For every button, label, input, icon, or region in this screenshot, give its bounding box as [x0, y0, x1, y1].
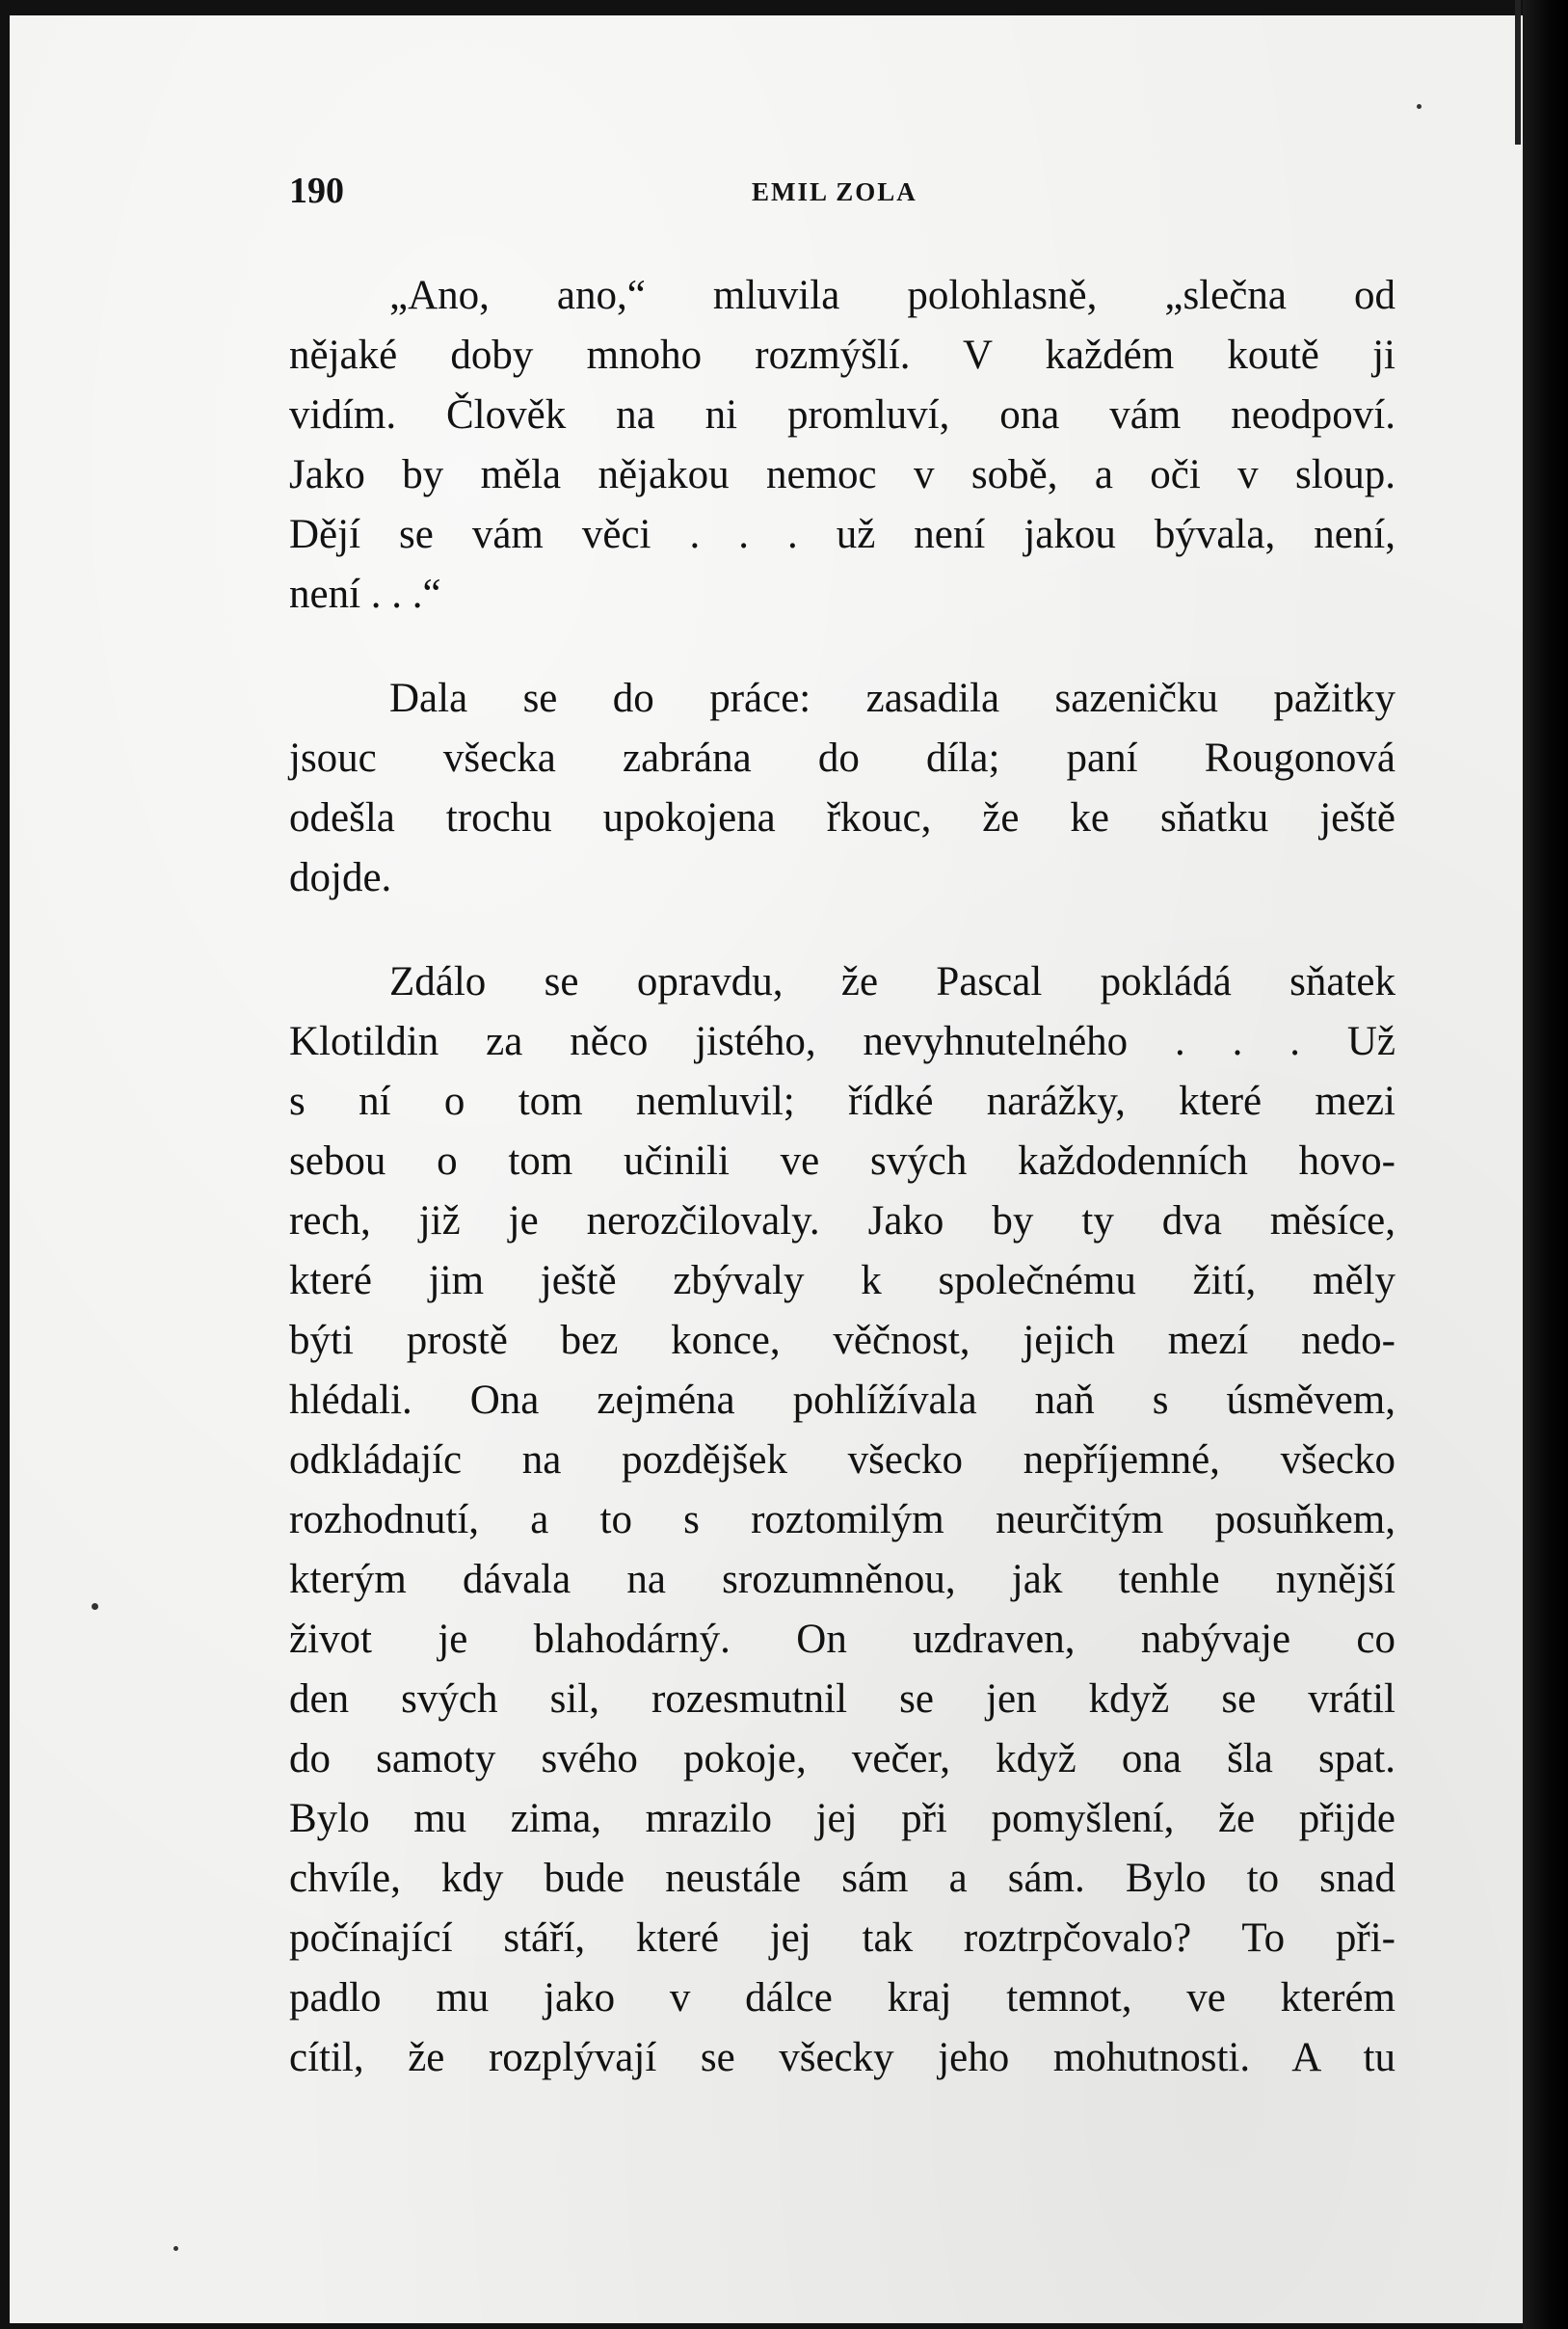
page-edge-shadow — [1523, 0, 1568, 2329]
text-line: rozhodnutí, a to s roztomilým neurčitým posuňkem, — [289, 1497, 1395, 1542]
text-line: sebou o tom učinili ve svých každodenních hovo- — [289, 1138, 1395, 1184]
text-line: není . . .“ — [289, 572, 441, 617]
text-line: Klotildin za něco jistého, nevyhnutelného . . . Už — [289, 1019, 1395, 1064]
text-line: hlédali. Ona zejména pohlížívala naň s úsměvem, — [289, 1378, 1395, 1423]
text-line: do samoty svého pokoje, večer, když ona šla spat. — [289, 1736, 1395, 1781]
paragraph — [289, 669, 1395, 908]
text-line: Bylo mu zima, mrazilo jej při pomyšlení, že přijde — [289, 1796, 1395, 1841]
print-speck — [173, 2246, 178, 2251]
print-speck — [1417, 104, 1422, 109]
paragraph — [289, 952, 1395, 2088]
page-number: 190 — [289, 171, 344, 211]
text-line: vidím. Člověk na ni promluví, ona vám neodpoví. — [289, 392, 1395, 438]
running-head — [289, 170, 1397, 218]
text-line: kterým dávala na srozumněnou, jak tenhle nynější — [289, 1557, 1395, 1602]
text-line: jsouc všecka zabrána do díla; paní Rougonová — [289, 736, 1395, 781]
text-line: nějaké doby mnoho rozmýšlí. V každém koutě ji — [289, 333, 1395, 378]
text-line: počínající stáří, které jej tak roztrpčovalo? To při- — [289, 1915, 1395, 1961]
text-line: dojde. — [289, 855, 392, 900]
text-line: život je blahodárný. On uzdraven, nabývaje co — [289, 1617, 1395, 1662]
text-line: rech, již je nerozčilovaly. Jako by ty dva měsíce, — [289, 1198, 1395, 1244]
text-line: býti prostě bez konce, věčnost, jejich mezí nedo- — [289, 1318, 1395, 1363]
text-line: odešla trochu upokojena řkouc, že ke sňatku ještě — [289, 795, 1395, 841]
body-text — [289, 266, 1395, 2088]
text-line: padlo mu jako v dálce kraj temnot, ve kterém — [289, 1975, 1395, 2021]
paragraph — [289, 266, 1395, 625]
text-line: den svých sil, rozesmutnil se jen když se vrátil — [289, 1676, 1395, 1722]
text-line: Dějí se vám věci . . . už není jakou bývala, není, — [289, 512, 1395, 557]
text-line: které jim ještě zbývaly k společnému žití, měly — [289, 1258, 1395, 1303]
text-line: Zdálo se opravdu, že Pascal pokládá sňatek — [389, 959, 1395, 1004]
text-line: Dala se do práce: zasadila sazeničku pažitky — [389, 676, 1395, 721]
text-line: s ní o tom nemluvil; řídké narážky, které mezi — [289, 1079, 1395, 1124]
text-line: chvíle, kdy bude neustále sám a sám. Bylo to snad — [289, 1856, 1395, 1901]
running-head-author: EMIL ZOLA — [752, 177, 917, 206]
page-edge-line — [1515, 0, 1521, 145]
text-line: „Ano, ano,“ mluvila polohlasně, „slečna od — [389, 273, 1395, 318]
text-line: odkládajíc na pozdějšek všecko nepříjemné, všecko — [289, 1437, 1395, 1483]
print-speck — [92, 1603, 98, 1610]
text-line: Jako by měla nějakou nemoc v sobě, a oči v sloup. — [289, 452, 1395, 497]
text-line: cítil, že rozplývají se všecky jeho mohutnosti. A tu — [289, 2035, 1395, 2080]
